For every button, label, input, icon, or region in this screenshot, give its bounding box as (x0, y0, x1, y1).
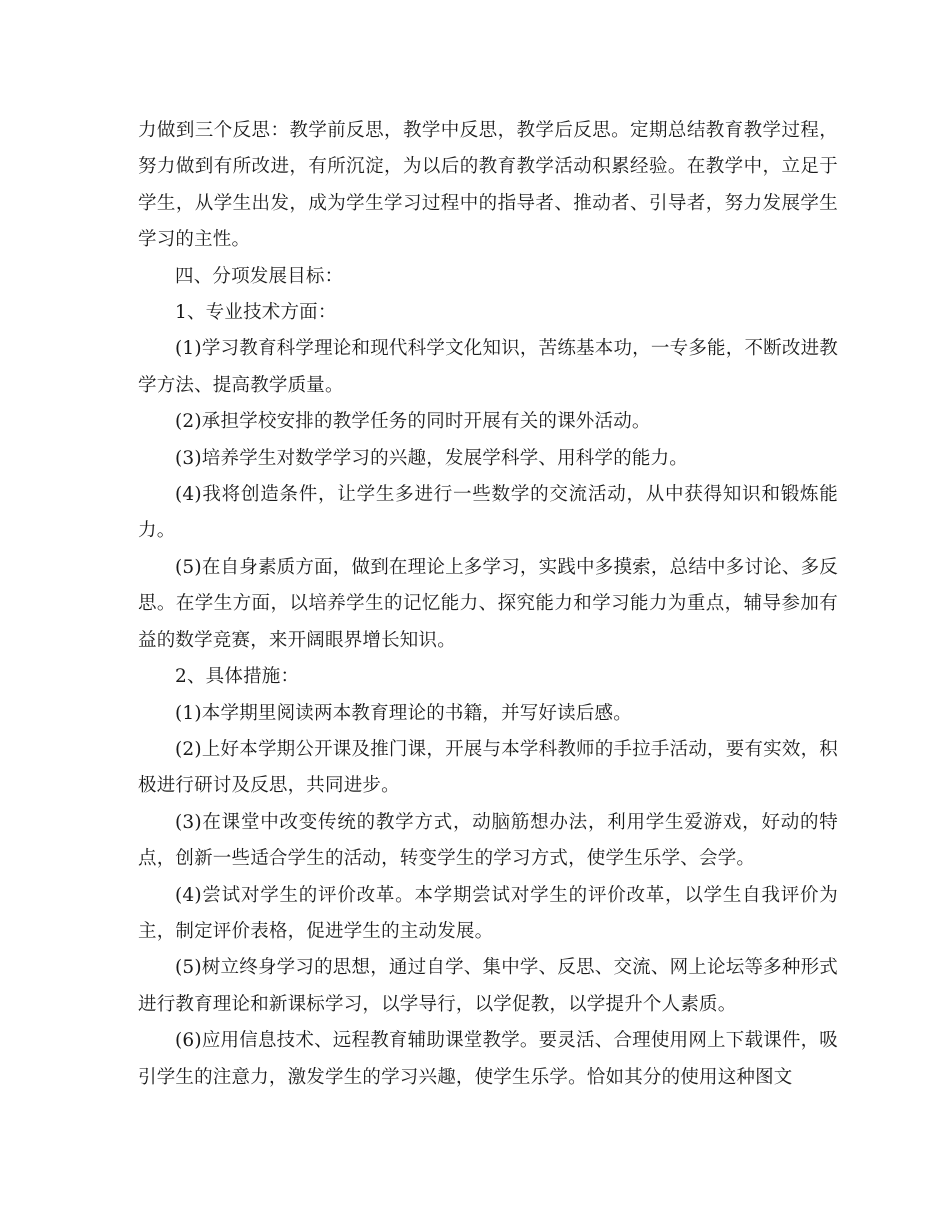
paragraph-continuation: 力做到三个反思：教学前反思，教学中反思，教学后反思。定期总结教育教学过程，努力做到有所改进，有所沉淀，为以后的教育教学活动积累经验。在教学中，立足于学生，从学生出发，成为学生学习过程中的指导者、推动者、引导者，努力发展学生学习的主性。 (138, 120, 838, 251)
list-item: (4)尝试对学生的评价改革。本学期尝试对学生的评价改革，以学生自我评价为主，制定评价表格，促进学生的主动发展。 (138, 884, 838, 942)
list-item: (2)上好本学期公开课及推门课，开展与本学科教师的手拉手活动，要有实效，积极进行研讨及反思，共同进步。 (138, 738, 838, 797)
subsection-heading-measures: 2、具体措施： (175, 666, 300, 688)
list-item: (5)树立终身学习的思想，通过自学、集中学、反思、交流、网上论坛等多种形式进行教育理论和新课标学习，以学导行，以学促教，以学提升个人素质。 (138, 957, 838, 1015)
document-body (138, 113, 838, 1096)
list-item: (1)本学期里阅读两本教育理论的书籍，并写好读后感。 (175, 702, 632, 724)
list-item: (6)应用信息技术、远程教育辅助课堂教学。要灵活、合理使用网上下载课件，吸引学生的注意力，激发学生的学习兴趣，使学生乐学。恰如其分的使用这种图文 (138, 1030, 838, 1088)
list-item: (2)承担学校安排的教学任务的同时开展有关的课外活动。 (175, 411, 651, 433)
list-item: (3)在课堂中改变传统的教学方式，动脑筋想办法，利用学生爱游戏，好动的特点，创新一些适合学生的活动，转变学生的学习方式，使学生乐学、会学。 (138, 811, 838, 870)
subsection-heading-professional: 1、专业技术方面： (175, 302, 337, 324)
section-heading-goals: 四、分项发展目标： (175, 265, 344, 287)
list-item: (5)在自身素质方面，做到在理论上多学习，实践中多摸索，总结中多讨论、多反思。在学生方面，以培养学生的记忆能力、探究能力和学习能力为重点，辅导参加有益的数学竞赛，来开阔眼界增长知识。 (138, 556, 838, 651)
list-item: (3)培养学生对数学学习的兴趣，发展学科学、用科学的能力。 (175, 447, 689, 469)
list-item: (4)我将创造条件，让学生多进行一些数学的交流活动，从中获得知识和锻炼能力。 (138, 484, 838, 542)
list-item: (1)学习教育科学理论和现代科学文化知识，苦练基本功，一专多能，不断改进教学方法、提高教学质量。 (138, 338, 838, 396)
